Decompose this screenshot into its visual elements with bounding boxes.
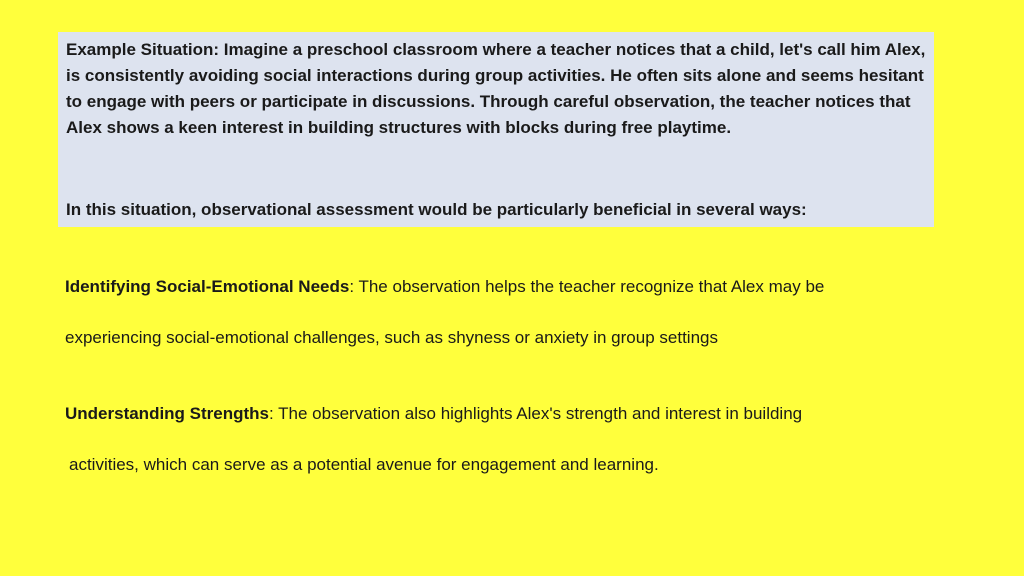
point-line-1: [65, 274, 945, 300]
point-line-2: experiencing social-emotional challenges, such as shyness or anxiety in group settings: [65, 328, 718, 347]
point-line-1: [65, 401, 945, 427]
point-line-2: activities, which can serve as a potential avenue for engagement and learning.: [69, 455, 659, 474]
point-heading: Identifying Social-Emotional Needs: [65, 277, 350, 296]
situation-intro-text: In this situation, observational assessment would be particularly beneficial in several ways:: [66, 200, 807, 219]
point-text: : The observation also highlights Alex's strength and interest in building: [269, 404, 803, 423]
point-understanding-strengths: [65, 401, 945, 478]
example-situation-box: [58, 32, 934, 227]
example-situation-paragraph: Example Situation: Imagine a preschool classroom where a teacher notices that a child, let's call him Alex, is consistently avoiding social interactions during group activities. He often sits alone and seems hesitant to engage with peers or participate in discussions. Through careful observation, the teacher notices that Alex shows a keen interest in building structures with blocks during free playtime.: [66, 40, 926, 137]
point-heading: Understanding Strengths: [65, 404, 270, 423]
point-text: : The observation helps the teacher recognize that Alex may be: [349, 277, 825, 296]
point-social-emotional-needs: [65, 274, 945, 351]
